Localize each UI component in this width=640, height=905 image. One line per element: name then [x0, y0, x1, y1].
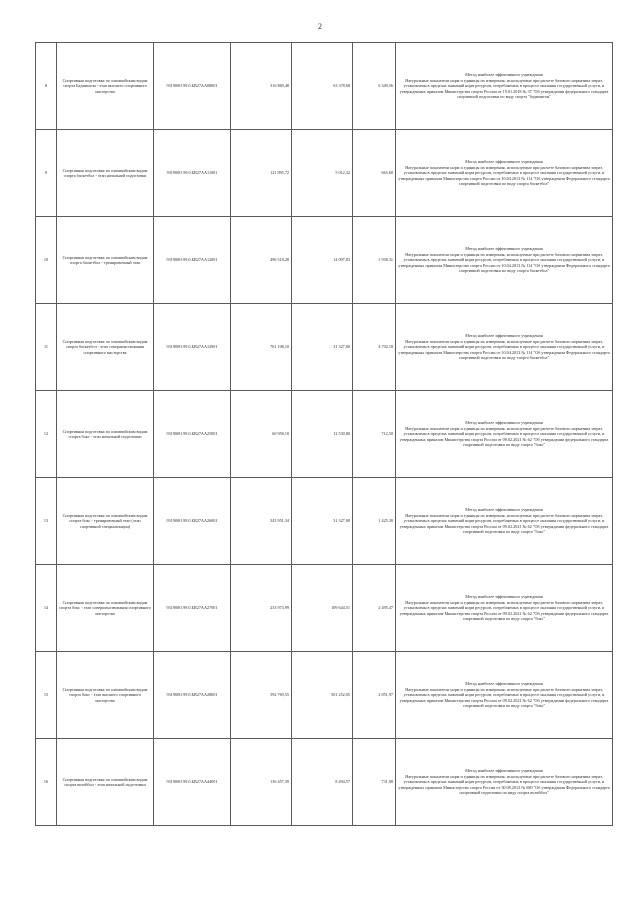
cost-value-2: 109 644,51	[292, 565, 353, 652]
service-name: Спортивная подготовка по олимпийским видам спорта бокс - этап совершенствования спортивного мастерства	[57, 565, 154, 652]
row-number: 15	[36, 652, 57, 739]
row-number: 10	[36, 217, 57, 304]
method-description	[396, 565, 613, 652]
cost-value-3: 6 349,56	[353, 43, 396, 130]
method-title: Метод наиболее эффективного учреждения	[465, 159, 543, 165]
method-body: Натуральные показатели норм и единицы их измерения, используемые при расчете базового норматива затрат, установлены в пределах значений норм ресурсов, потребляемых в процессе оказания государственной услуги, и утвержденных приказом Министерства спорта России от 09.02.2021 № 62 "Об утверждении федерального стандарта спортивной подготовки по виду спорта "бокс"	[399, 425, 609, 448]
service-name: Спортивная подготовка по олимпийским видам спорта волейбол - этап начальной подготовки	[57, 739, 154, 826]
cost-value-2: 8 494,57	[292, 739, 353, 826]
base-cost-value: 136 457,39	[231, 739, 292, 826]
method-description	[396, 130, 613, 217]
base-cost-value: 121 895,72	[231, 130, 292, 217]
method-body: Натуральные показатели норм и единицы их измерения, используемые при расчете базового норматива затрат, установлены в пределах значений норм ресурсов, потребляемых в процессе оказания государственной услуги, и утвержденных приказом Министерства спорта России от 09.02.2021 № 62 "Об утверждении федерального стандарта спортивной подготовки по виду спорта "бокс"	[399, 599, 609, 622]
registry-code: 931900О.99.0.БВ27АА12001	[154, 217, 231, 304]
table-row	[36, 217, 613, 304]
row-number: 8	[36, 43, 57, 130]
base-cost-value: 761 108,10	[231, 304, 292, 391]
row-number: 11	[36, 304, 57, 391]
table-row	[36, 478, 613, 565]
service-name: Спортивная подготовка по олимпийским видам спорта баскетбол - тренировочный этап	[57, 217, 154, 304]
service-name: Спортивная подготовка по олимпийским видам спорта баскетбол - этап совершенствования спортивного мастерства	[57, 304, 154, 391]
registry-code: 931900О.99.0.БВ27АА44001	[154, 739, 231, 826]
method-description	[396, 304, 613, 391]
base-cost-value: 316 869,48	[231, 43, 292, 130]
table-row	[36, 130, 613, 217]
method-body: Натуральные показатели норм и единицы их измерения, используемые при расчете базового норматива затрат, установлены в пределах значений норм ресурсов, потребляемых в процессе оказания государственной услуги, и утвержденных приказом Министерства спорта России от 30.08.2013 № 680 "Об утверждении Федерального стандарта спортивной подготовки по виду спорта волейбол"	[398, 773, 610, 796]
registry-code: 931900О.99.0.БВ27АА28001	[154, 652, 231, 739]
cost-value-2: 63 378,68	[292, 43, 353, 130]
table-row	[36, 565, 613, 652]
method-title: Метод наиболее эффективного учреждения	[465, 246, 543, 252]
method-body: Натуральные показатели норм и единицы их измерения, используемые при расчете базового норматива затрат, установлены в пределах значений норм ресурсов, потребляемых в процессе оказания государственной услуги, и утвержденных приказом Министерства спорта России от 10.04.2013 № 114 "Об утверждении Федерального стандарта спортивной подготовки по виду спорта баскетбол"	[398, 338, 610, 361]
table-row	[36, 739, 613, 826]
cost-value-2: 5 012,32	[292, 130, 353, 217]
registry-code: 931900О.99.0.БВ27АА11001	[154, 130, 231, 217]
method-body: Натуральные показатели норм и единицы их измерения, используемые при расчете базового норматива затрат, установлены в пределах значений норм ресурсов, потребляемых в процессе оказания государственной услуги, и утвержденных приказом Министерства спорта России от 09.02.2021 № 62 "Об утверждении федерального стандарта спортивной подготовки по виду спорта "бокс"	[399, 512, 609, 535]
method-title: Метод наиболее эффективного учреждения	[465, 420, 543, 426]
base-cost-value: 233 973,99	[231, 565, 292, 652]
row-number: 14	[36, 565, 57, 652]
page-number: 2	[318, 22, 322, 31]
registry-code: 931900О.99.0.БВ27АА27001	[154, 565, 231, 652]
base-cost-value: 496 518,28	[231, 217, 292, 304]
method-title: Метод наиболее эффективного учреждения	[465, 333, 543, 339]
table-row	[36, 304, 613, 391]
method-body: Натуральные показатели норм и единицы их измерения, используемые при расчете базового норматива затрат, установлены в пределах значений норм ресурсов, потребляемых в процессе оказания государственной услуги, и утвержденных приказом Министерства спорта России от 10.04.2013 № 114 "Об утверждении Федерального стандарта спортивной подготовки по виду спорта баскетбол"	[398, 251, 610, 274]
service-name: Спортивная подготовка по олимпийским видам спорта бокс - тренировочный этап (этап спортивной специализации)	[57, 478, 154, 565]
base-cost-value: 592 769,55	[231, 652, 292, 739]
row-number: 9	[36, 130, 57, 217]
cost-value-3: 663,60	[353, 130, 396, 217]
table-row	[36, 391, 613, 478]
cost-value-3: 712,50	[353, 391, 396, 478]
method-description	[396, 217, 613, 304]
method-description	[396, 478, 613, 565]
cost-value-2: 501 252,05	[292, 652, 353, 739]
cost-value-2: 14 097,83	[292, 217, 353, 304]
service-name: Спортивная подготовка по олимпийским видам спорта Бадминтон - этап высшего спортивного мастерства	[57, 43, 154, 130]
registry-code: 931900О.99.0.БВ27АА08001	[154, 43, 231, 130]
method-description	[396, 43, 613, 130]
cost-value-3: 1 938,31	[353, 217, 396, 304]
method-description	[396, 652, 613, 739]
method-body: Натуральные показатели норм и единицы их измерения, используемые при расчете базового норматива затрат, установлены в пределах значений норм ресурсов, потребляемых в процессе оказания государственной услуги, и утвержденных приказом Министерства спорта России от 09.02.2021 № 62 "Об утверждении федерального стандарта спортивной подготовки по виду спорта "бокс"	[399, 686, 609, 709]
method-body: Натуральные показатели норм и единицы их измерения, используемые при расчете базового норматива затрат, установлены в пределах значений норм ресурсов, потребляемых в процессе оказания государственной услуги, и утвержденных приказом Министерства спорта России от 19.01.2018 № 37 "Об утверждении федерального стандарта спортивной подготовки по виду спорта "бадминтон"	[399, 77, 609, 100]
row-number: 13	[36, 478, 57, 565]
service-name: Спортивная подготовка по олимпийским видам спорта бокс - этап высшего спортивного мастерства	[57, 652, 154, 739]
cost-value-3: 4 702,18	[353, 304, 396, 391]
row-number: 12	[36, 391, 57, 478]
cost-value-2: 31 327,00	[292, 304, 353, 391]
method-title: Метод наиболее эффективного учреждения	[465, 594, 543, 600]
cost-value-3: 731,98	[353, 739, 396, 826]
registry-code: 931900О.99.0.БВ27АА25001	[154, 391, 231, 478]
base-cost-value: 60 958,10	[231, 391, 292, 478]
service-name: Спортивная подготовка по олимпийским видам спорта баскетбол - этап начальной подготовки	[57, 130, 154, 217]
method-title: Метод наиболее эффективного учреждения	[465, 507, 543, 513]
method-description	[396, 391, 613, 478]
table-row	[36, 652, 613, 739]
method-description	[396, 739, 613, 826]
cost-value-3: 2 851,97	[353, 652, 396, 739]
method-body: Натуральные показатели норм и единицы их измерения, используемые при расчете базового норматива затрат, установлены в пределах значений норм ресурсов, потребляемых в процессе оказания государственной услуги, и утвержденных приказом Министерства спорта России от 10.04.2013 № 114 "Об утверждении Федерального стандарта спортивной подготовки по виду спорта баскетбол"	[398, 164, 610, 187]
method-title: Метод наиболее эффективного учреждения	[465, 768, 543, 774]
cost-value-2: 12 530,80	[292, 391, 353, 478]
cost-value-3: 1 425,38	[353, 478, 396, 565]
service-name: Спортивная подготовка по олимпийским видам спорта бокс - этап начальной подготовки	[57, 391, 154, 478]
table-row	[36, 43, 613, 130]
cost-value-3: 2 495,47	[353, 565, 396, 652]
method-title: Метод наиболее эффективного учреждения	[465, 681, 543, 687]
base-cost-value: 343 951,34	[231, 478, 292, 565]
cost-value-2: 31 327,00	[292, 478, 353, 565]
row-number: 16	[36, 739, 57, 826]
registry-code: 931900О.99.0.БВ27АА12901	[154, 304, 231, 391]
method-title: Метод наиболее эффективного учреждения	[465, 72, 543, 78]
normative-costs-table	[35, 42, 613, 826]
registry-code: 931900О.99.0.БВ27АА26001	[154, 478, 231, 565]
table-body	[36, 43, 613, 826]
